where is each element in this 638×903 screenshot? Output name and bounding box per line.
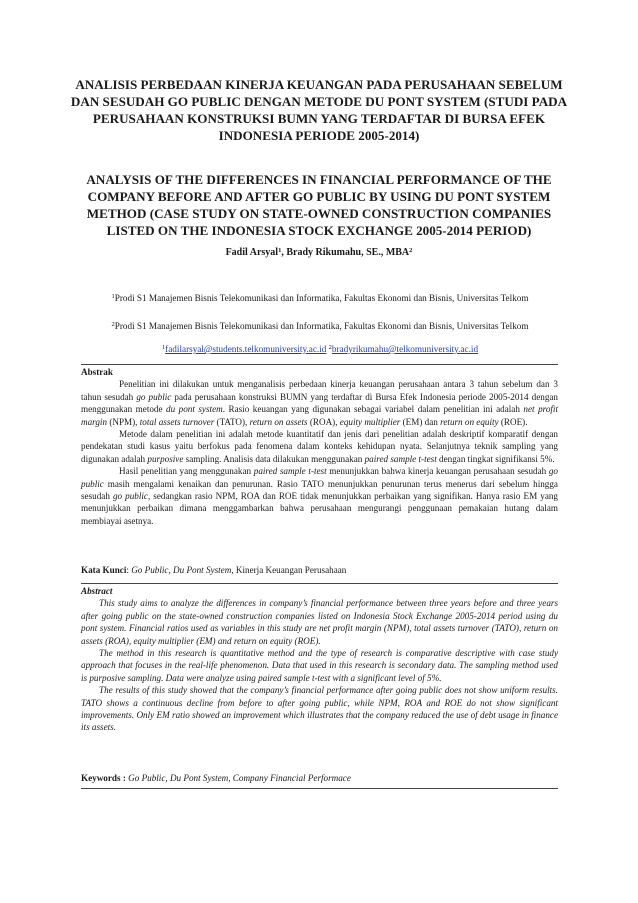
abstract-paragraph-2: The method in this research is quantitative method and the type of research is comparative descriptive with case study approach that focuses in the real-life phenomenon. Data that used in this research is secondary data. The sampling method used is purposive sampling. Data were analyze using paired sample t-test with a significant level of 5%. — [81, 648, 558, 683]
abstrak-p1-text-b: pada perusahaan konstruksi BUMN yang terdaftar di Bursa Efek Indonesia periode 2005-2014 dengan menggunakan metode — [81, 391, 558, 415]
email-2-link[interactable]: bradyrikumahu@telkomuniversity.ac.id — [331, 344, 479, 354]
email-1-link[interactable]: fadilarsyal@students.telkomuniversity.ac.id — [165, 344, 327, 354]
abstract-paragraph-3: The results of this study showed that the company’s financial performance after going public does not show uniform results. TATO shows a continuous decline from before to after going public, while NPM, ROA and ROE do not show significant improvements. Only EM ratio showed an improvement which illustrates that the company reduced the use of debt usage in finance its assets. — [81, 685, 558, 733]
abstract-paragraph-1: This study aims to analyze the differences in company’s financial performance between three years before and three years after going public on the state-owned construction companies listed on Indonesia Stock Exchange 2005-2014 period using du pont system. Financial ratios used as variables in this study are net profit margin (NPM), total assets turnover (TATO), return on assets (ROA), equity multiplier (EM) and return on equity (ROE). — [81, 598, 558, 646]
author-2: Brady Rikumahu, SE., MBA — [286, 247, 410, 258]
abstrak-p1-text-h: (ROE). — [498, 416, 528, 427]
abstrak-p2-italic-2: paired sample t-test — [364, 453, 437, 464]
abstrak-p1-text-d: (NPM), — [107, 416, 140, 427]
abstrak-p3-text-b: menunjukkan bahwa kinerja keuangan perusahaan sesudah — [326, 466, 549, 477]
author-1-sup: 1 — [278, 247, 282, 254]
email-2-sup: 2 — [328, 344, 332, 351]
kata-kunci-label: Kata Kunci — [81, 565, 127, 575]
author-separator: , — [281, 247, 287, 258]
abstrak-p3-text-c: masih mengalami kenaikan dan penurunan. Rasio TATO menunjukkan penurunan terus menerus dari sebelum hingga sesudah — [81, 478, 558, 502]
abstrak-p1-italic-7: return on equity — [440, 416, 499, 427]
affiliation-2-sup: 2 — [111, 321, 115, 328]
abstrak-p3-text-a: Hasil penelitian yang menggunakan — [119, 466, 254, 477]
email-line — [80, 343, 560, 356]
kata-kunci-italic: Go Public, Du Pont System, — [131, 565, 234, 575]
abstrak-p3-italic-1: paired sample t-test — [253, 466, 327, 477]
affiliation-1-text: Prodi S1 Manajemen Bisnis Telekomunikasi dan Informatika, Fakultas Ekonomi dan Bisnis, Universitas Telkom — [114, 293, 529, 303]
keywords-text: Go Public, Du Pont System, Company Financial Performace — [125, 773, 351, 783]
title-english: ANALYSIS OF THE DIFFERENCES IN FINANCIAL PERFORMANCE OF THE COMPANY BEFORE AND AFTER GO PUBLIC BY USING DU PONT SYSTEM METHOD (CASE STUDY ON STATE-OWNED CONSTRUCTION COMPANIES LISTED ON THE INDONESIA STOCK EXCHANGE 2005-2014 PERIOD) — [86, 172, 552, 238]
abstrak-p3-italic-3: go public — [112, 491, 148, 502]
affiliation-1-sup: 1 — [111, 293, 115, 300]
kata-kunci-rest: Kinerja Keuangan Perusahaan — [233, 565, 347, 575]
abstrak-heading: Abstrak — [81, 367, 113, 377]
affiliation-1 — [80, 292, 560, 305]
abstrak-paragraph-2 — [81, 428, 558, 465]
abstrak-paragraph-3 — [81, 465, 558, 527]
affiliation-2 — [80, 320, 560, 333]
keywords-line — [81, 772, 558, 784]
divider-top-abstract — [81, 583, 558, 584]
abstrak-p1-text-c: . Rasio keuangan yang digunakan sebagai variabel dalam penelitian ini adalah — [222, 404, 524, 415]
abstrak-p2-text-a: Metode dalam penelitian ini adalah metode kuantitatif dan jenis dari penelitian adalah deskriptif komparatif dengan pendekatan studi kasus yaitu berfokus pada fenomena dalam konteks kehidupan nyata. Selanjutnya teknik sampling yang digunakan adalah — [81, 429, 558, 464]
title-indonesian: ANALISIS PERBEDAAN KINERJA KEUANGAN PADA PERUSAHAAN SEBELUM DAN SESUDAH GO PUBLIC DENGAN METODE DU PONT SYSTEM (STUDI PADA PERUSAHAAN KONSTRUKSI BUMN YANG TERDAFTAR DI BURSA EFEK INDONESIA PERIODE 2005-2014) — [70, 77, 568, 143]
email-1-sup: 1 — [161, 344, 166, 351]
divider-top-abstrak — [81, 364, 558, 365]
abstrak-paragraph-1 — [81, 378, 558, 428]
abstrak-p1-italic-1: go public — [136, 391, 172, 402]
abstrak-p2-text-b: sampling. Analisis data dilakukan menggunakan — [183, 453, 365, 464]
abstrak-p1-italic-2: du pont system — [166, 404, 223, 415]
affiliation-2-text: Prodi S1 Manajemen Bisnis Telekomunikasi dan Informatika, Fakultas Ekonomi dan Bisnis, Universitas Telkom — [114, 321, 529, 331]
abstrak-p1-text-g: (EM) dan — [400, 416, 441, 427]
abstrak-p1-italic-4: total assets turnover — [139, 416, 215, 427]
abstrak-p3-text-d: , sedangkan rasio NPM, ROA dan ROE tidak menunjukkan perbaikan yang signifikan. Hanya rasio EM yang menunjukkan perbaikan dimana menggambarkan bahwa perusahaan mengurangi penggunaan pemakaian hutang dalam membiayai asetnya. — [81, 491, 558, 526]
abstrak-p3-italic-2: go public — [81, 466, 558, 489]
keywords-label: Keywords : — [81, 773, 126, 783]
abstract-heading: Abstract — [81, 586, 113, 596]
abstrak-p2-italic-1: purposive — [147, 453, 184, 464]
abstrak-section — [81, 366, 558, 527]
abstrak-p1-italic-3: net profit margin — [81, 404, 559, 427]
author-1: Fadil Arsyal — [225, 247, 279, 258]
abstract-section — [81, 585, 558, 734]
abstrak-p2-text-c: dengan tingkat signifikansi 5%. — [436, 453, 555, 464]
kata-kunci-colon: : — [126, 565, 132, 575]
abstrak-p1-italic-5: return on assets — [249, 416, 308, 427]
author-2-sup: 2 — [409, 247, 413, 254]
divider-bottom — [81, 788, 558, 789]
author-line — [70, 246, 568, 260]
abstrak-p1-text-e: (TATO), — [214, 416, 250, 427]
abstrak-p1-italic-6: equity multiplier — [339, 416, 401, 427]
abstrak-p1-text-f: (ROA), — [307, 416, 340, 427]
abstrak-p1-text-a: Penelitian ini dilakukan untuk menganalisis perbedaan kinerja keuangan perusahaan antara 3 tahun sebelum dan 3 tahun sesudah — [81, 379, 558, 402]
kata-kunci-line — [81, 564, 558, 576]
